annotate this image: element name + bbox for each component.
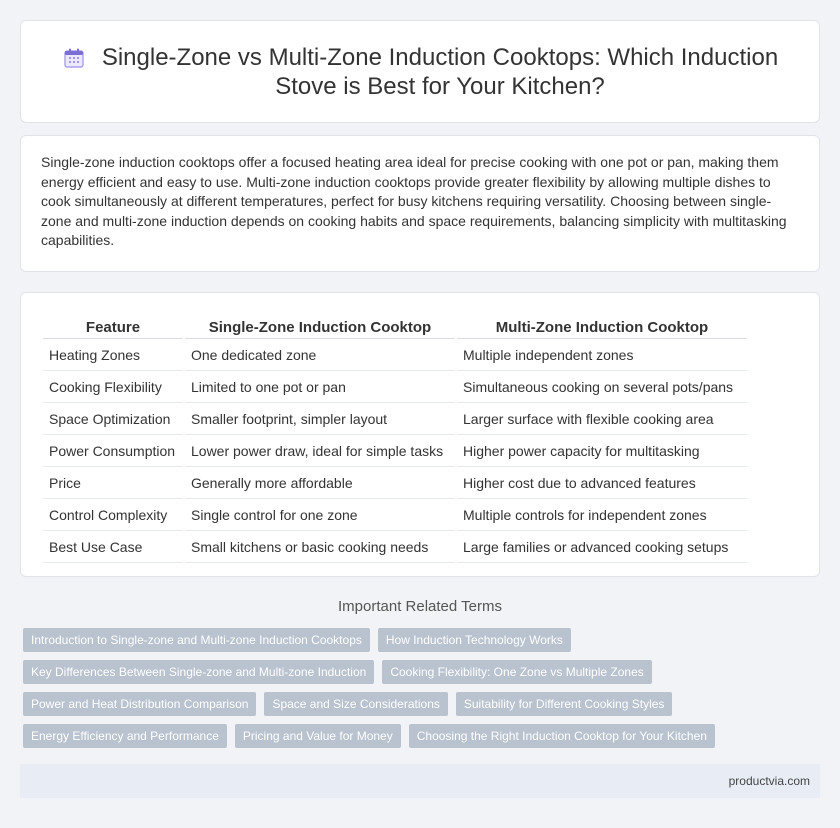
table-cell-feature: Best Use Case bbox=[43, 533, 183, 563]
table-cell-feature: Space Optimization bbox=[43, 405, 183, 435]
comparison-table bbox=[41, 313, 749, 565]
page-title: Single-Zone vs Multi-Zone Induction Cooktops: Which Induction Stove is Best for Your Kitchen? bbox=[101, 43, 779, 100]
related-term-tag[interactable]: How Induction Technology Works bbox=[378, 628, 571, 652]
table-row bbox=[43, 533, 747, 563]
table-cell-single-zone: Limited to one pot or pan bbox=[185, 373, 455, 403]
related-terms-list bbox=[23, 628, 823, 748]
column-header-multi-zone: Multi-Zone Induction Cooktop bbox=[457, 315, 747, 339]
related-term-tag[interactable]: Pricing and Value for Money bbox=[235, 724, 401, 748]
table-cell-feature: Power Consumption bbox=[43, 437, 183, 467]
table-cell-feature: Heating Zones bbox=[43, 341, 183, 371]
footer bbox=[20, 764, 820, 798]
comparison-table-card bbox=[20, 292, 820, 577]
column-header-single-zone: Single-Zone Induction Cooktop bbox=[185, 315, 455, 339]
table-cell-single-zone: Lower power draw, ideal for simple tasks bbox=[185, 437, 455, 467]
related-term-tag[interactable]: Choosing the Right Induction Cooktop for Your Kitchen bbox=[409, 724, 715, 748]
table-cell-multi-zone: Multiple controls for independent zones bbox=[457, 501, 747, 531]
related-term-tag[interactable]: Space and Size Considerations bbox=[264, 692, 447, 716]
intro-text: Single-zone induction cooktops offer a focused heating area ideal for precise cooking with one pot or pan, making them energy efficient and easy to use. Multi-zone induction cooktops provide greater flexibility by allowing multiple dishes to cook simultaneously at different temperatures, perfect for busy kitchens requiring versatility. Choosing between single-zone and multi-zone induction depends on cooking habits and space requirements, balancing simplicity with multitasking capabilities. bbox=[41, 154, 787, 249]
related-term-tag[interactable]: Suitability for Different Cooking Styles bbox=[456, 692, 673, 716]
table-cell-multi-zone: Higher cost due to advanced features bbox=[457, 469, 747, 499]
related-term-tag[interactable]: Introduction to Single-zone and Multi-zone Induction Cooktops bbox=[23, 628, 370, 652]
related-term-tag[interactable]: Power and Heat Distribution Comparison bbox=[23, 692, 256, 716]
table-header-row bbox=[43, 315, 747, 339]
table-row bbox=[43, 501, 747, 531]
footer-site-name: productvia.com bbox=[728, 774, 810, 788]
related-term-tag[interactable]: Energy Efficiency and Performance bbox=[23, 724, 227, 748]
table-cell-multi-zone: Large families or advanced cooking setups bbox=[457, 533, 747, 563]
intro-card bbox=[20, 135, 820, 272]
header-card bbox=[20, 20, 820, 123]
table-cell-multi-zone: Multiple independent zones bbox=[457, 341, 747, 371]
table-cell-feature: Price bbox=[43, 469, 183, 499]
table-cell-multi-zone: Simultaneous cooking on several pots/pans bbox=[457, 373, 747, 403]
table-cell-feature: Cooking Flexibility bbox=[43, 373, 183, 403]
table-cell-single-zone: Smaller footprint, simpler layout bbox=[185, 405, 455, 435]
table-row bbox=[43, 341, 747, 371]
related-terms-title: Important Related Terms bbox=[338, 598, 502, 615]
table-cell-single-zone: Single control for one zone bbox=[185, 501, 455, 531]
table-cell-multi-zone: Higher power capacity for multitasking bbox=[457, 437, 747, 467]
table-cell-single-zone: Small kitchens or basic cooking needs bbox=[185, 533, 455, 563]
table-row bbox=[43, 437, 747, 467]
table-cell-multi-zone: Larger surface with flexible cooking area bbox=[457, 405, 747, 435]
table-row bbox=[43, 469, 747, 499]
table-cell-single-zone: One dedicated zone bbox=[185, 341, 455, 371]
column-header-feature: Feature bbox=[43, 315, 183, 339]
table-cell-feature: Control Complexity bbox=[43, 501, 183, 531]
table-row bbox=[43, 405, 747, 435]
related-term-tag[interactable]: Cooking Flexibility: One Zone vs Multiple Zones bbox=[382, 660, 651, 684]
table-row bbox=[43, 373, 747, 403]
related-term-tag[interactable]: Key Differences Between Single-zone and Multi-zone Induction bbox=[23, 660, 374, 684]
table-cell-single-zone: Generally more affordable bbox=[185, 469, 455, 499]
